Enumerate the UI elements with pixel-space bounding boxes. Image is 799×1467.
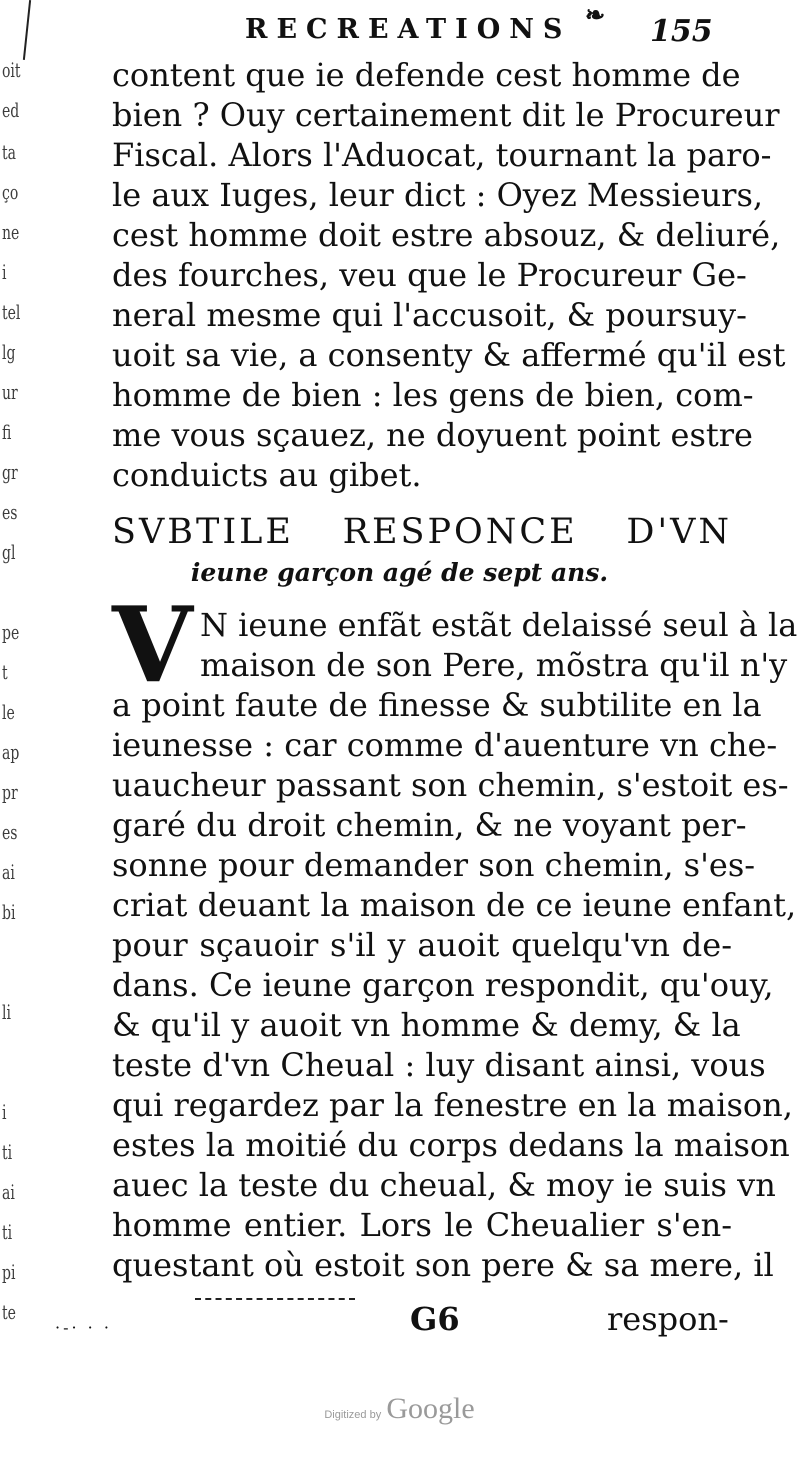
margin-fragment: ta	[2, 140, 16, 164]
text-line: Fiscal. Alors l'Aduocat, tournant la paro-	[112, 136, 772, 174]
text-line: teste d'vn Cheual : luy disant ainsi, vous	[112, 1046, 766, 1084]
text-line: questant où estoit son pere & sa mere, il	[112, 1246, 774, 1284]
margin-fragment: ti	[2, 1140, 13, 1164]
margin-fragment: pi	[2, 1260, 16, 1284]
text-line: neral mesme qui l'accusoit, & poursuy-	[112, 296, 747, 334]
text-line: maison de son Pere, mõstra qu'il n'y	[200, 646, 788, 684]
drop-cap: V	[112, 583, 193, 706]
margin-fragment: ai	[2, 860, 15, 884]
margin-fragment: ai	[2, 1180, 15, 1204]
text-line: N ieune enfãt estãt delaissé seul à la	[200, 606, 798, 644]
margin-fragment: bi	[2, 900, 16, 924]
text-line: auec la teste du cheual, & moy ie suis vn	[112, 1166, 776, 1204]
margin-fragment: pe	[2, 620, 20, 644]
text-line: estes la moitié du corps dedans la maison	[112, 1126, 790, 1164]
text-line: & qu'il y auoit vn homme & demy, & la	[112, 1006, 741, 1044]
text-line: dans. Ce ieune garçon respondit, qu'ouy,	[112, 966, 774, 1004]
footer-rule	[195, 1298, 355, 1302]
text-line: qui regardez par la fenestre en la maison,	[112, 1086, 793, 1124]
digitization-watermark	[0, 1392, 799, 1426]
running-title: RECREATIONS	[245, 14, 572, 45]
margin-fragment: lg	[2, 340, 16, 364]
margin-fragment: ço	[2, 180, 19, 204]
text-line: uoit sa vie, a consenty & affermé qu'il est	[112, 336, 786, 374]
margin-fragment: ne	[2, 220, 20, 244]
text-line: garé du droit chemin, & ne voyant per-	[112, 806, 747, 844]
margin-fragment: gl	[2, 540, 16, 564]
margin-fragment: le	[2, 700, 15, 724]
text-line: conduicts au gibet.	[112, 456, 422, 494]
facing-page-edge	[0, 0, 40, 1400]
margin-fragment: ap	[2, 740, 20, 764]
text-line: homme entier. Lors le Cheualier s'en-	[112, 1206, 732, 1244]
margin-fragment: ed	[2, 98, 20, 122]
paragraph-continued	[112, 55, 786, 495]
text-line: bien ? Ouy certainement dit le Procureur	[112, 96, 780, 134]
margin-fragment: oit	[2, 58, 21, 82]
text-line: ieunesse : car comme d'auenture vn che-	[112, 726, 778, 764]
edge-rule	[23, 0, 31, 60]
margin-fragment: li	[2, 1000, 11, 1024]
margin-fragment: t	[2, 660, 8, 684]
margin-fragment: fi	[2, 420, 12, 444]
margin-fragment: i	[2, 260, 7, 284]
text-line: me vous sçauez, ne doyuent point estre	[112, 416, 753, 454]
paragraph-story	[112, 583, 798, 1285]
text-line: pour sçauoir s'il y auoit quelqu'vn de-	[112, 926, 732, 964]
text-line: des fourches, veu que le Procureur Ge-	[112, 256, 747, 294]
page-number: 155	[650, 14, 713, 49]
text-line: sonne pour demander son chemin, s'es-	[112, 846, 756, 884]
text-line: content que ie defende cest homme de	[112, 56, 741, 94]
watermark-prefix: Digitized by	[324, 1409, 382, 1421]
text-line: cest homme doit estre absouz, & deliuré,	[112, 216, 781, 254]
margin-fragment: tel	[2, 300, 21, 324]
margin-fragment: gr	[2, 460, 18, 484]
text-line: homme de bien : les gens de bien, com-	[112, 376, 754, 414]
margin-fragment: es	[2, 500, 18, 524]
catchword: respon-	[607, 1300, 729, 1338]
margin-fragment: es	[2, 820, 18, 844]
section-title: SVBTILE RESPONCE D'VN	[112, 512, 732, 552]
header-ornament: ❧	[585, 0, 606, 29]
text-line: a point faute de finesse & subtilite en la	[112, 686, 762, 724]
margin-fragment: te	[2, 1300, 16, 1324]
text-line: criat deuant la maison de ce ieune enfant,	[112, 886, 797, 924]
text-line: le aux Iuges, leur dict : Oyez Messieurs,	[112, 176, 764, 214]
margin-fragment: pr	[2, 780, 18, 804]
text-line: uaucheur passant son chemin, s'estoit es-	[112, 766, 789, 804]
margin-fragment: ur	[2, 380, 18, 404]
corner-marks: ·-· · ·	[55, 1318, 112, 1337]
signature-mark: G6	[410, 1300, 460, 1338]
margin-fragment: i	[2, 1100, 7, 1124]
section-subtitle: ieune garçon agé de sept ans.	[190, 558, 609, 587]
watermark-brand: Google	[386, 1392, 475, 1425]
margin-fragment: ti	[2, 1220, 13, 1244]
